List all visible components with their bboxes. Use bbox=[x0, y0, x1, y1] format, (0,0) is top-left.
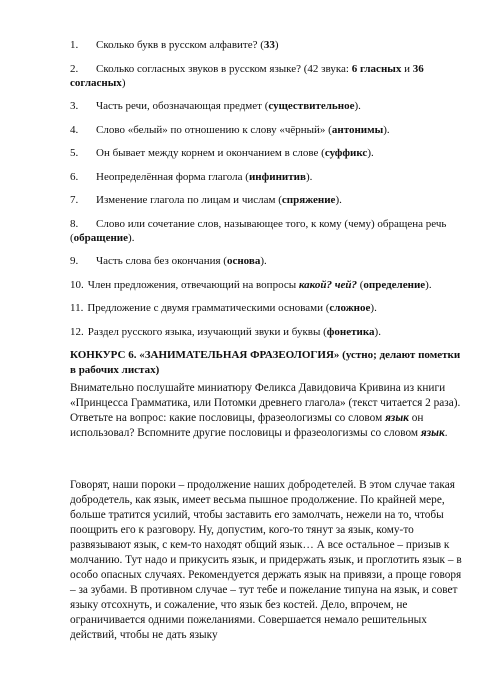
question-text: Раздел русского языка, изучающий звуки и буквы ( bbox=[87, 325, 327, 338]
question-text: Изменение глагола по лицам и числам ( bbox=[96, 194, 282, 206]
question-text: Часть слова без окончания ( bbox=[96, 255, 227, 267]
question-connector: ( bbox=[356, 278, 364, 291]
emphasized-word: язык bbox=[385, 412, 409, 424]
intro-text: он использовал? Вспомните другие пословицы и фразеологизмы со словом bbox=[70, 412, 424, 439]
question-connector: и bbox=[401, 62, 413, 75]
question-text: Сколько согласных звуков в русском языке? (42 звука: bbox=[96, 62, 352, 75]
answer-text: определение bbox=[363, 278, 426, 291]
answer-text: инфинитив bbox=[248, 170, 306, 183]
question-tail: ) bbox=[274, 39, 279, 51]
question-tail: ). bbox=[425, 278, 432, 291]
question-item-6 bbox=[70, 170, 462, 184]
question-item-5 bbox=[70, 146, 462, 160]
question-text: Слово или сочетание слов, называющее того, к кому (чему) обращена речь ( bbox=[70, 217, 447, 244]
section-intro bbox=[70, 381, 462, 441]
question-tail: ). bbox=[354, 100, 361, 112]
answer-text: существительное bbox=[268, 100, 355, 112]
question-text: Он бывает между корнем и окончанием в слове ( bbox=[96, 147, 325, 159]
item-number: 4. bbox=[70, 123, 79, 136]
emphasized-word: язык bbox=[420, 427, 445, 439]
question-tail: ). bbox=[370, 302, 377, 314]
question-item-11 bbox=[70, 301, 462, 315]
question-tail: ). bbox=[383, 123, 390, 136]
answer-text: фонетика bbox=[326, 325, 375, 338]
item-number: 7. bbox=[70, 194, 79, 206]
answer-text-2: 36 согласных bbox=[70, 62, 424, 89]
item-number: 1. bbox=[70, 39, 79, 51]
question-item-2 bbox=[70, 62, 462, 90]
question-item-4 bbox=[70, 123, 462, 137]
question-text: Предложение с двумя грамматическими основами ( bbox=[87, 302, 330, 314]
answer-text: спряжение bbox=[281, 194, 336, 206]
question-item-9 bbox=[70, 254, 462, 268]
question-item-3 bbox=[70, 99, 462, 113]
answer-text: сложное bbox=[329, 302, 371, 314]
question-tail: ) bbox=[121, 76, 126, 89]
question-text: Часть речи, обозначающая предмет ( bbox=[96, 100, 269, 112]
answer-text: антонимы bbox=[331, 123, 384, 136]
item-number: 11. bbox=[70, 302, 84, 314]
question-text: Сколько букв в русском алфавите? ( bbox=[96, 39, 264, 51]
answer-text: основа bbox=[226, 255, 261, 267]
item-number: 5. bbox=[70, 147, 79, 159]
item-number: 2. bbox=[70, 62, 79, 75]
question-tail: ). bbox=[374, 325, 381, 338]
question-item-7 bbox=[70, 193, 462, 207]
question-tail: ). bbox=[305, 170, 313, 183]
question-text: Член предложения, отвечающий на вопросы bbox=[87, 278, 299, 291]
intro-text: . bbox=[444, 427, 448, 439]
section-heading: КОНКУРС 6. «ЗАНИМАТЕЛЬНАЯ ФРАЗЕОЛОГИЯ» (устно; делают пометки в рабочих листах) bbox=[70, 349, 461, 376]
answer-text: обращение bbox=[73, 231, 129, 244]
story-paragraph: Говорят, наши пороки – продолжение наших добродетелей. В этом случае такая добродетель, как язык, имеет весьма пышное продолжение. По крайней мере, больше тратится усилий, чтобы заставить его замолчать, нежели на то, чтобы поощрить его к разговору. Ну, допустим, кого-то тянут за язык, кому-то развязывают язык, с кем-то находят общий язык… А все остальное – призыв к молчанию. Тут надо и прикусить язык, и придержать язык, и проглотить язык – в особо опасных случаях. Рекомендуется держать язык на привязи, а проще говоря – за зубами. В противном случае – тут тебе и пожелание типуна на язык, и совет языку отсохнуть, и сожаление, что язык без костей. Дело, впрочем, не ограничивается одними пожеланиями. Совершается немало решительных действий, чтобы не дать языку bbox=[70, 479, 462, 641]
item-number: 12. bbox=[70, 325, 84, 338]
item-number: 10. bbox=[70, 278, 84, 291]
question-item-8 bbox=[70, 217, 462, 245]
question-tail: ). bbox=[260, 255, 267, 267]
question-text: Слово «белый» по отношению к слову «чёрный» ( bbox=[96, 123, 332, 136]
emphasized-questions: какой? чей? bbox=[298, 278, 357, 291]
question-tail: ). bbox=[128, 231, 135, 244]
answer-text: суффикс bbox=[324, 147, 368, 159]
intro-text: Внимательно послушайте миниатюру Феликса Давидовича Кривина из книги «Принцесса Грамматика, или Потомки древнего глагола» (текст читается 2 раза). Ответьте на вопрос: какие пословицы, фразеологизмы со словом bbox=[70, 382, 461, 424]
question-tail: ). bbox=[335, 194, 342, 206]
item-number: 6. bbox=[70, 170, 79, 183]
answer-text: 33 bbox=[263, 39, 275, 51]
question-item-12 bbox=[70, 325, 462, 339]
question-item-10 bbox=[70, 278, 462, 292]
item-number: 8. bbox=[70, 217, 79, 230]
document-page bbox=[70, 38, 462, 643]
question-list bbox=[70, 38, 462, 339]
item-number: 3. bbox=[70, 100, 79, 112]
question-text: Неопределённая форма глагола ( bbox=[96, 170, 249, 183]
question-tail: ). bbox=[367, 147, 374, 159]
item-number: 9. bbox=[70, 255, 79, 267]
question-item-1 bbox=[70, 38, 462, 52]
answer-text: 6 гласных bbox=[351, 62, 402, 75]
